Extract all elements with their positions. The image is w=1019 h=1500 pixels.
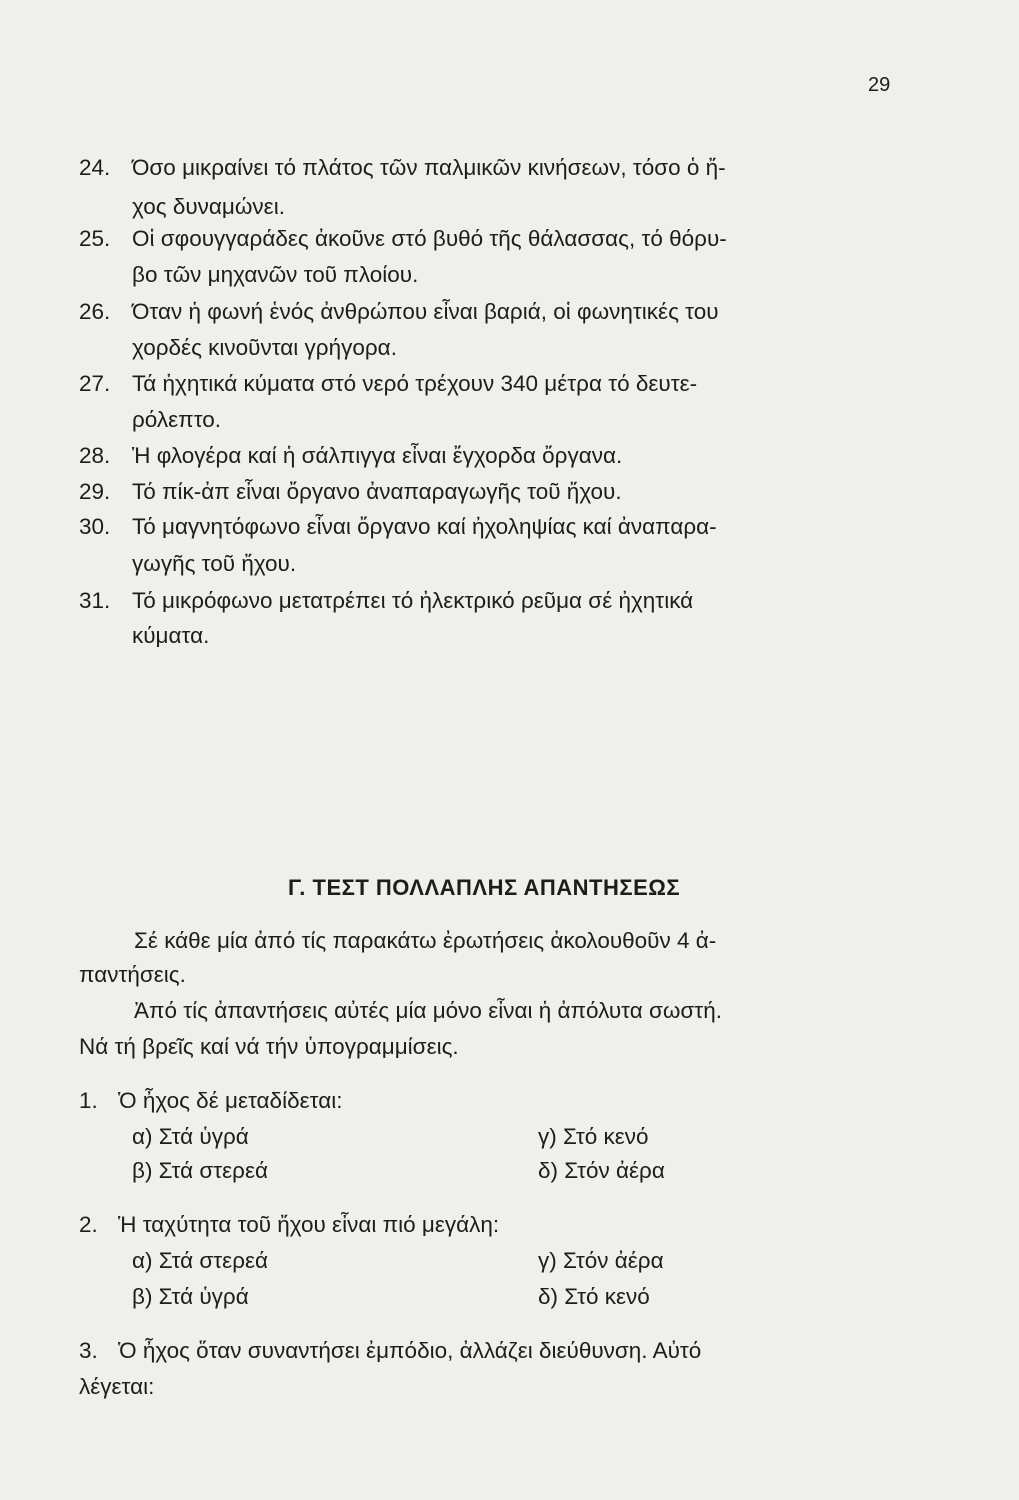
statement-number: 26. <box>79 299 111 324</box>
answer-option[interactable]: γ) Στόν ἀέρα <box>538 1248 664 1273</box>
statement-text: κύματα. <box>132 623 210 648</box>
statement-text: ρόλεπτο. <box>132 407 222 432</box>
answer-option[interactable]: α) Στά στερεά <box>132 1248 269 1273</box>
instruction-line: Σέ κάθε μία ἀπό τίς παρακάτω ἐρωτήσεις ἀκολουθοῦν 4 ἀ- <box>134 928 717 953</box>
statement-text: χορδές κινοῦνται γρήγορα. <box>132 335 397 360</box>
statement-text: Τό μικρόφωνο μετατρέπει τό ἠλεκτρικό ρεῦμα σέ ἠχητικά <box>132 588 694 613</box>
statement-text: Όσο μικραίνει τό πλάτος τῶν παλμικῶν κινήσεων, τόσο ὁ ἤ- <box>132 155 726 180</box>
statement-text: Τά ἠχητικά κύματα στό νερό τρέχουν 340 μέτρα τό δευτε- <box>132 371 698 396</box>
statement-text: Όταν ἡ φωνή ἑνός ἀνθρώπου εἶναι βαριά, οἱ φωνητικές του <box>132 299 719 324</box>
question-number: 3. <box>79 1338 98 1363</box>
statement-number: 31. <box>79 588 111 613</box>
instruction-line: Ἀπό τίς ἀπαντήσεις αὐτές μία μόνο εἶναι ἡ ἀπόλυτα σωστή. <box>134 998 722 1023</box>
statement-text: Οἱ σφουγγαράδες ἀκοῦνε στό βυθό τῆς θάλασσας, τό θόρυ- <box>132 226 727 251</box>
statement-number: 30. <box>79 514 111 539</box>
statement-text: Τό μαγνητόφωνο εἶναι ὄργανο καί ἠχοληψίας καί ἀναπαρα- <box>132 514 717 539</box>
statement-number: 25. <box>79 226 111 251</box>
statement-number: 28. <box>79 443 111 468</box>
statement-number: 27. <box>79 371 111 396</box>
instruction-line: Νά τή βρεῖς καί νά τήν ὑπογραμμίσεις. <box>79 1034 459 1059</box>
statement-number: 24. <box>79 155 111 180</box>
statement-text: γωγῆς τοῦ ἤχου. <box>132 551 297 576</box>
instruction-line: παντήσεις. <box>79 962 186 987</box>
question-text: Ἡ ταχύτητα τοῦ ἤχου εἶναι πιό μεγάλη: <box>118 1212 500 1237</box>
page-number: 29 <box>868 74 891 96</box>
question-text: Ὁ ἦχος δέ μεταδίδεται: <box>118 1088 343 1113</box>
answer-option[interactable]: β) Στά στερεά <box>132 1158 268 1183</box>
statement-text: χος δυναμώνει. <box>132 194 285 219</box>
question-text: Ὁ ἦχος ὅταν συναντήσει ἐμπόδιο, ἀλλάζει διεύθυνση. Αὐτό <box>118 1338 702 1363</box>
answer-option[interactable]: β) Στά ὑγρά <box>132 1284 249 1309</box>
question-text: λέγεται: <box>79 1374 155 1399</box>
answer-option[interactable]: α) Στά ὑγρά <box>132 1124 249 1149</box>
question-number: 1. <box>79 1088 98 1113</box>
answer-option[interactable]: γ) Στό κενό <box>538 1124 649 1149</box>
statement-number: 29. <box>79 479 111 504</box>
statement-text: βο τῶν μηχανῶν τοῦ πλοίου. <box>132 262 419 287</box>
section-heading: Γ. ΤΕΣΤ ΠΟΛΛΑΠΛΗΣ ΑΠΑΝΤΗΣΕΩΣ <box>288 875 681 900</box>
answer-option[interactable]: δ) Στό κενό <box>538 1284 650 1309</box>
question-number: 2. <box>79 1212 98 1237</box>
answer-option[interactable]: δ) Στόν ἀέρα <box>538 1158 665 1183</box>
statement-text: Ἡ φλογέρα καί ἡ σάλπιγγα εἶναι ἔγχορδα ὄργανα. <box>132 443 623 468</box>
statement-text: Τό πίκ-ἀπ εἶναι ὄργανο ἀναπαραγωγῆς τοῦ ἤχου. <box>132 479 622 504</box>
